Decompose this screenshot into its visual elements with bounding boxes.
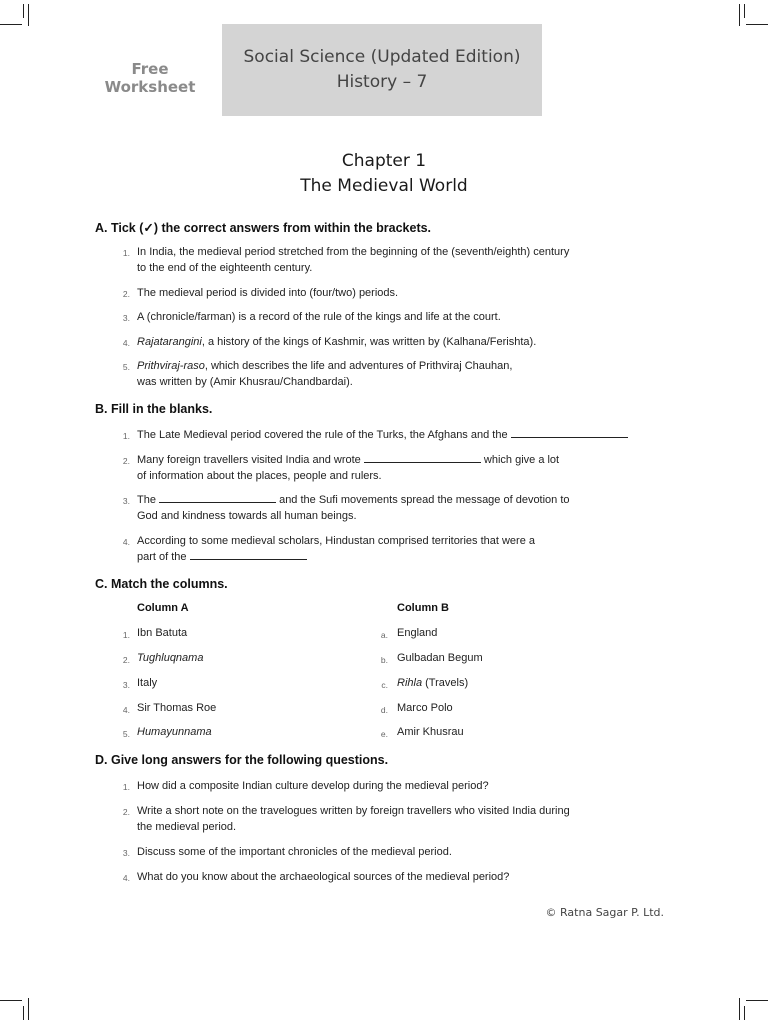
chapter-number: Chapter 1 bbox=[341, 151, 427, 171]
crop-mark bbox=[28, 4, 29, 26]
list-number: 2. bbox=[122, 456, 130, 466]
list-number: 2. bbox=[122, 807, 130, 817]
section-b-heading: B. Fill in the blanks. bbox=[95, 402, 213, 416]
blank-line bbox=[159, 493, 276, 503]
item-text: A (chronicle/farman) is a record of the rule of the kings and life at the court. bbox=[137, 311, 501, 323]
list-number: 4. bbox=[122, 873, 130, 883]
column-b-item: Amir Khusrau bbox=[397, 726, 464, 738]
list-item bbox=[137, 779, 637, 795]
list-number: 4. bbox=[122, 705, 130, 715]
item-text: of information about the places, people and rulers. bbox=[137, 469, 382, 482]
list-item bbox=[137, 493, 637, 524]
column-a-header: Column A bbox=[137, 602, 189, 614]
list-letter: b. bbox=[380, 655, 388, 665]
column-a-item: Humayunnama bbox=[137, 726, 212, 738]
item-text: According to some medieval scholars, Hindustan comprised territories that were a bbox=[137, 535, 536, 547]
blank-line bbox=[190, 550, 307, 560]
worksheet-label bbox=[100, 60, 200, 96]
item-text: and the Sufi movements spread the message of devotion to bbox=[276, 494, 570, 506]
item-text: (Travels) bbox=[422, 677, 469, 689]
item-text: The bbox=[137, 494, 160, 506]
list-item bbox=[137, 534, 637, 565]
item-text: , a history of the kings of Kashmir, was written by (Kalhana/Ferishta). bbox=[201, 336, 537, 348]
item-text: The Late Medieval period covered the rule of the Turks, the Afghans and the bbox=[137, 429, 511, 441]
column-a-item: Ibn Batuta bbox=[137, 627, 188, 639]
list-number: 3. bbox=[122, 680, 130, 690]
list-letter: e. bbox=[380, 729, 388, 739]
worksheet-label-line2: Worksheet bbox=[104, 78, 196, 96]
list-item bbox=[137, 245, 637, 276]
crop-mark bbox=[739, 4, 740, 26]
column-b-item: England bbox=[397, 627, 438, 639]
chapter-title: The Medieval World bbox=[300, 176, 468, 196]
item-text: God and kindness towards all human beings. bbox=[137, 509, 357, 522]
list-number: 5. bbox=[122, 362, 130, 372]
item-text: The medieval period is divided into (four/two) periods. bbox=[137, 287, 399, 299]
item-text: Write a short note on the travelogues written by foreign travellers who visited India during bbox=[137, 805, 570, 817]
item-text: to the end of the eighteenth century. bbox=[137, 261, 313, 274]
list-number: 2. bbox=[122, 289, 130, 299]
crop-mark bbox=[746, 1000, 768, 1001]
list-number: 5. bbox=[122, 729, 130, 739]
item-text: Many foreign travellers visited India and wrote bbox=[137, 454, 364, 466]
blank-line bbox=[511, 428, 628, 438]
column-b-item: Gulbadan Begum bbox=[397, 652, 483, 664]
header-title: Social Science (Updated Edition) bbox=[243, 47, 521, 67]
worksheet-label-line1: Free bbox=[131, 60, 169, 78]
book-title: Prithviraj-raso bbox=[137, 360, 205, 372]
copyright-notice: © Ratna Sagar P. Ltd. bbox=[545, 906, 664, 919]
list-number: 1. bbox=[122, 630, 130, 640]
item-text: , which describes the life and adventures of Prithviraj Chauhan, bbox=[204, 360, 513, 372]
item-text: Discuss some of the important chronicles of the medieval period. bbox=[137, 846, 452, 858]
list-letter: a. bbox=[380, 630, 388, 640]
list-letter: c. bbox=[381, 680, 388, 690]
book-title: Rihla bbox=[397, 677, 423, 689]
book-title: Rajatarangini bbox=[137, 336, 202, 348]
crop-mark bbox=[28, 998, 29, 1020]
list-item bbox=[137, 453, 637, 484]
item-text: In India, the medieval period stretched from the beginning of the (seventh/eighth) century bbox=[137, 246, 570, 258]
column-b-item bbox=[397, 677, 468, 689]
list-item bbox=[137, 428, 677, 444]
section-c-heading: C. Match the columns. bbox=[95, 577, 228, 591]
item-text: How did a composite Indian culture develop during the medieval period? bbox=[137, 780, 489, 792]
crop-mark bbox=[744, 4, 745, 18]
list-number: 3. bbox=[122, 313, 130, 323]
crop-mark bbox=[739, 998, 740, 1020]
list-number: 2. bbox=[122, 655, 130, 665]
list-number: 1. bbox=[122, 782, 130, 792]
header-subtitle: History – 7 bbox=[336, 72, 428, 92]
list-number: 4. bbox=[122, 338, 130, 348]
blank-line bbox=[364, 453, 481, 463]
crop-mark bbox=[23, 4, 24, 18]
item-text: was written by (Amir Khusrau/Chandbardai). bbox=[137, 375, 353, 388]
column-b-header: Column B bbox=[397, 602, 449, 614]
crop-mark bbox=[0, 1000, 22, 1001]
item-text: the medieval period. bbox=[137, 820, 237, 833]
section-a-heading: A. Tick (✓) the correct answers from within the brackets. bbox=[95, 221, 432, 235]
list-number: 1. bbox=[122, 431, 130, 441]
item-text: What do you know about the archaeological sources of the medieval period? bbox=[137, 871, 510, 883]
list-item bbox=[137, 845, 637, 861]
list-item bbox=[137, 286, 637, 302]
list-item bbox=[137, 359, 637, 390]
crop-mark bbox=[23, 1006, 24, 1020]
list-number: 3. bbox=[122, 848, 130, 858]
column-a-item: Sir Thomas Roe bbox=[137, 702, 217, 714]
list-letter: d. bbox=[380, 705, 388, 715]
list-number: 4. bbox=[122, 537, 130, 547]
column-a-item: Italy bbox=[137, 677, 158, 689]
item-text: which give a lot bbox=[480, 454, 560, 466]
list-item bbox=[137, 310, 637, 326]
crop-mark bbox=[744, 1006, 745, 1020]
item-text: part of the bbox=[137, 550, 190, 563]
crop-mark bbox=[746, 24, 768, 25]
list-number: 3. bbox=[122, 496, 130, 506]
list-item bbox=[137, 335, 637, 351]
list-number: 1. bbox=[122, 248, 130, 258]
list-item bbox=[137, 804, 637, 835]
header-title-box bbox=[222, 24, 542, 116]
section-d-heading: D. Give long answers for the following questions. bbox=[95, 753, 389, 767]
list-item bbox=[137, 870, 637, 886]
crop-mark bbox=[0, 24, 22, 25]
column-b-item: Marco Polo bbox=[397, 702, 453, 714]
column-a-item: Tughluqnama bbox=[137, 652, 204, 664]
